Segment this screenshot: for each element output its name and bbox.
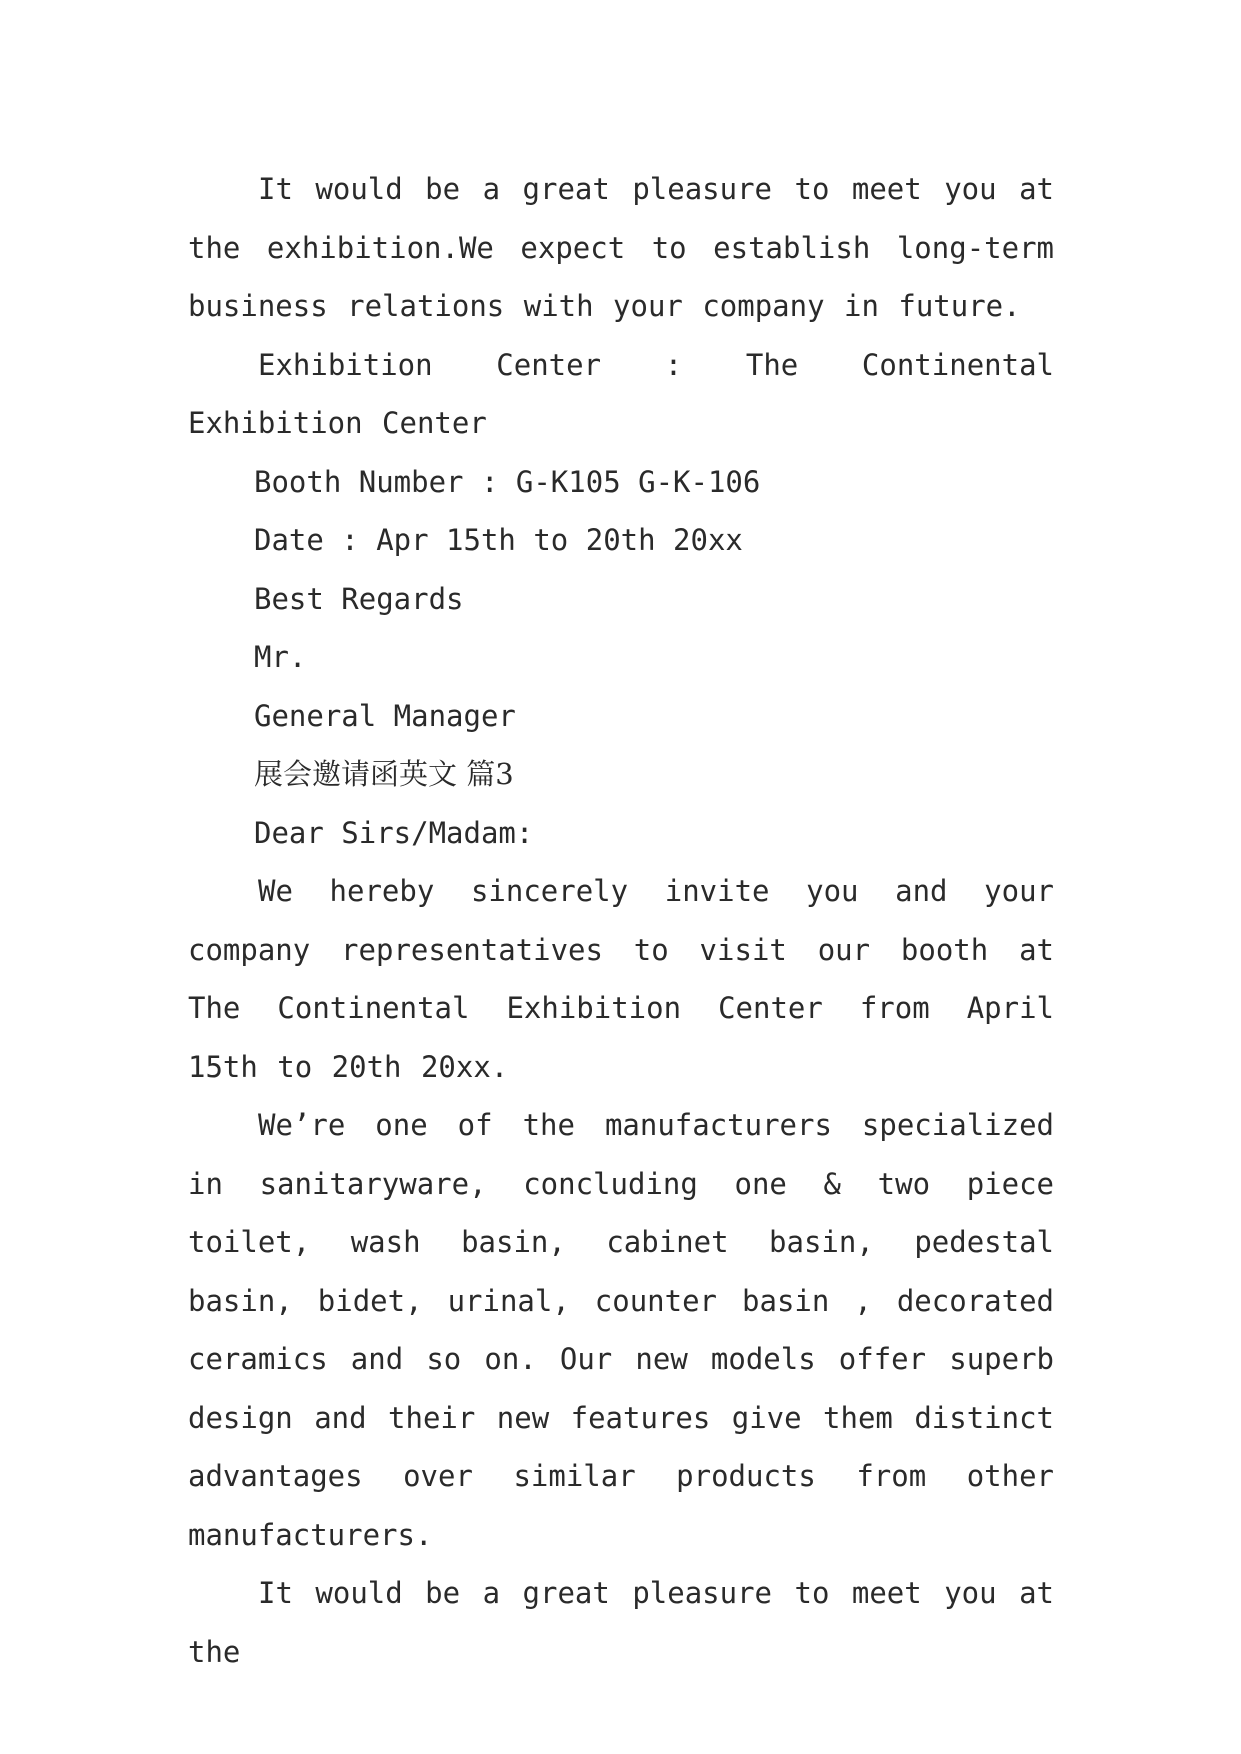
document-body (188, 160, 1054, 1681)
booth-number-line: Booth Number : G-K105 G-K-106 (254, 464, 761, 499)
best-regards-line: Best Regards (254, 581, 464, 616)
paragraph-closing-2: It would be a great pleasure to meet you at the (188, 1576, 1054, 1669)
salutation-line: Dear Sirs/Madam: (254, 815, 534, 850)
paragraph-closing-1: It would be a great pleasure to meet you at the exhibition.We expect to establish long-term business relations with your company in future. (188, 172, 1054, 323)
date-line: Date : Apr 15th to 20th 20xx (254, 523, 743, 557)
mr-line: Mr. (254, 640, 307, 674)
paragraph-company-intro: We’re one of the manufacturers specialized in sanitaryware, concluding one & two piece toilet, wash basin, cabinet basin, pedestal basin, bidet, urinal, counter basin , decorated ceramics and so on. Our new models offer superb design and their new features give them distinct advantages over similar products from other manufacturers. (188, 1108, 1054, 1552)
paragraph-invitation: We hereby sincerely invite you and your company representatives to visit our booth at The Continental Exhibition Center from April 15th to 20th 20xx. (188, 874, 1054, 1084)
section-heading: 展会邀请函英文 篇3 (254, 757, 514, 791)
general-manager-line: General Manager (254, 698, 516, 733)
paragraph-exhibition-center: Exhibition Center : The Continental Exhibition Center (188, 347, 1054, 440)
